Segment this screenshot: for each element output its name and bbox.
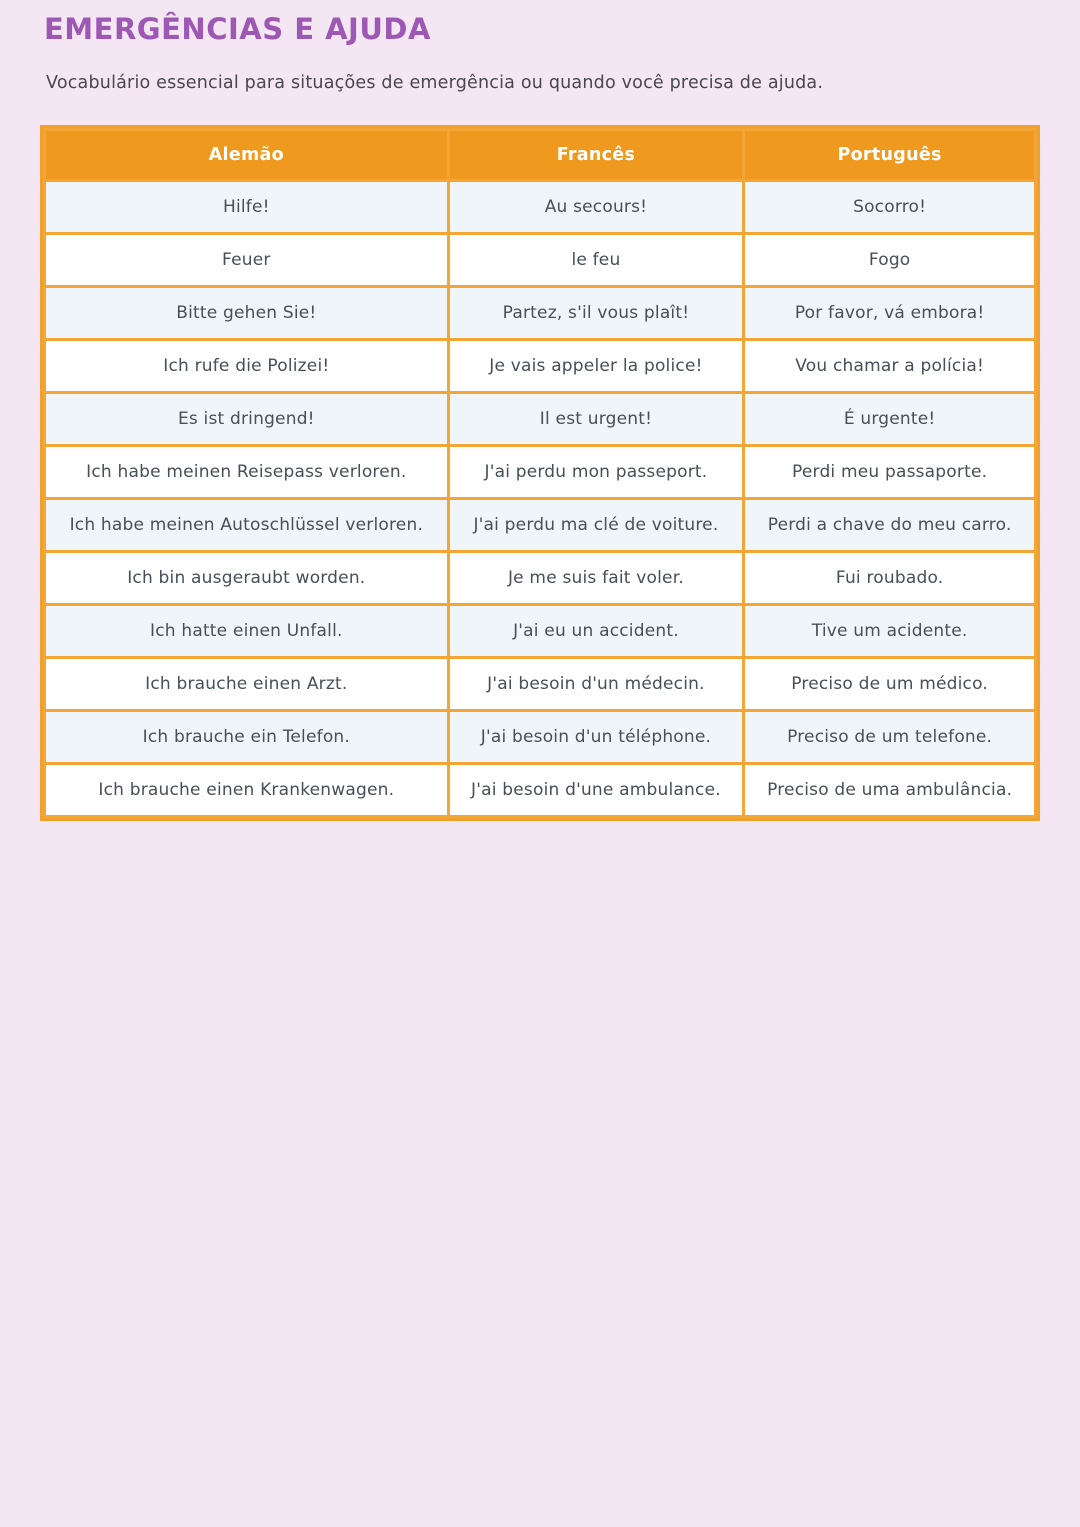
cell-portuguese: Por favor, vá embora! <box>745 288 1034 338</box>
vocabulary-table <box>43 128 1037 818</box>
column-header-french: Francês <box>450 131 743 179</box>
cell-portuguese: Tive um acidente. <box>745 606 1034 656</box>
cell-portuguese: Preciso de uma ambulância. <box>745 765 1034 815</box>
cell-portuguese: Perdi a chave do meu carro. <box>745 500 1034 550</box>
cell-german: Ich rufe die Polizei! <box>46 341 447 391</box>
cell-portuguese: Fui roubado. <box>745 553 1034 603</box>
table-row <box>46 394 1034 444</box>
cell-german: Ich habe meinen Reisepass verloren. <box>46 447 447 497</box>
vocabulary-table-frame <box>40 125 1040 821</box>
cell-german: Es ist dringend! <box>46 394 447 444</box>
table-row <box>46 288 1034 338</box>
cell-portuguese: Preciso de um médico. <box>745 659 1034 709</box>
table-row <box>46 235 1034 285</box>
table-row <box>46 500 1034 550</box>
table-row <box>46 341 1034 391</box>
cell-german: Ich brauche ein Telefon. <box>46 712 447 762</box>
cell-french: J'ai besoin d'un médecin. <box>450 659 743 709</box>
cell-german: Feuer <box>46 235 447 285</box>
cell-french: J'ai eu un accident. <box>450 606 743 656</box>
cell-german: Ich habe meinen Autoschlüssel verloren. <box>46 500 447 550</box>
cell-french: Partez, s'il vous plaît! <box>450 288 743 338</box>
table-row <box>46 447 1034 497</box>
table-row <box>46 712 1034 762</box>
table-row <box>46 765 1034 815</box>
cell-german: Ich brauche einen Arzt. <box>46 659 447 709</box>
table-row <box>46 606 1034 656</box>
cell-german: Ich bin ausgeraubt worden. <box>46 553 447 603</box>
cell-french: Je me suis fait voler. <box>450 553 743 603</box>
table-row <box>46 182 1034 232</box>
cell-french: Au secours! <box>450 182 743 232</box>
cell-german: Bitte gehen Sie! <box>46 288 447 338</box>
cell-french: J'ai besoin d'un téléphone. <box>450 712 743 762</box>
cell-french: Je vais appeler la police! <box>450 341 743 391</box>
cell-portuguese: Socorro! <box>745 182 1034 232</box>
cell-portuguese: Perdi meu passaporte. <box>745 447 1034 497</box>
cell-portuguese: Preciso de um telefone. <box>745 712 1034 762</box>
cell-french: J'ai besoin d'une ambulance. <box>450 765 743 815</box>
cell-french: J'ai perdu ma clé de voiture. <box>450 500 743 550</box>
cell-french: le feu <box>450 235 743 285</box>
cell-portuguese: Fogo <box>745 235 1034 285</box>
cell-french: J'ai perdu mon passeport. <box>450 447 743 497</box>
page-subtitle: Vocabulário essencial para situações de emergência ou quando você precisa de ajuda. <box>46 73 824 93</box>
cell-german: Ich brauche einen Krankenwagen. <box>46 765 447 815</box>
table-row <box>46 553 1034 603</box>
column-header-portuguese: Português <box>745 131 1034 179</box>
header-row <box>46 131 1034 179</box>
column-header-german: Alemão <box>46 131 447 179</box>
cell-portuguese: Vou chamar a polícia! <box>745 341 1034 391</box>
page-title: EMERGÊNCIAS E AJUDA <box>44 12 431 46</box>
cell-portuguese: É urgente! <box>745 394 1034 444</box>
table-row <box>46 659 1034 709</box>
cell-german: Hilfe! <box>46 182 447 232</box>
cell-french: Il est urgent! <box>450 394 743 444</box>
cell-german: Ich hatte einen Unfall. <box>46 606 447 656</box>
